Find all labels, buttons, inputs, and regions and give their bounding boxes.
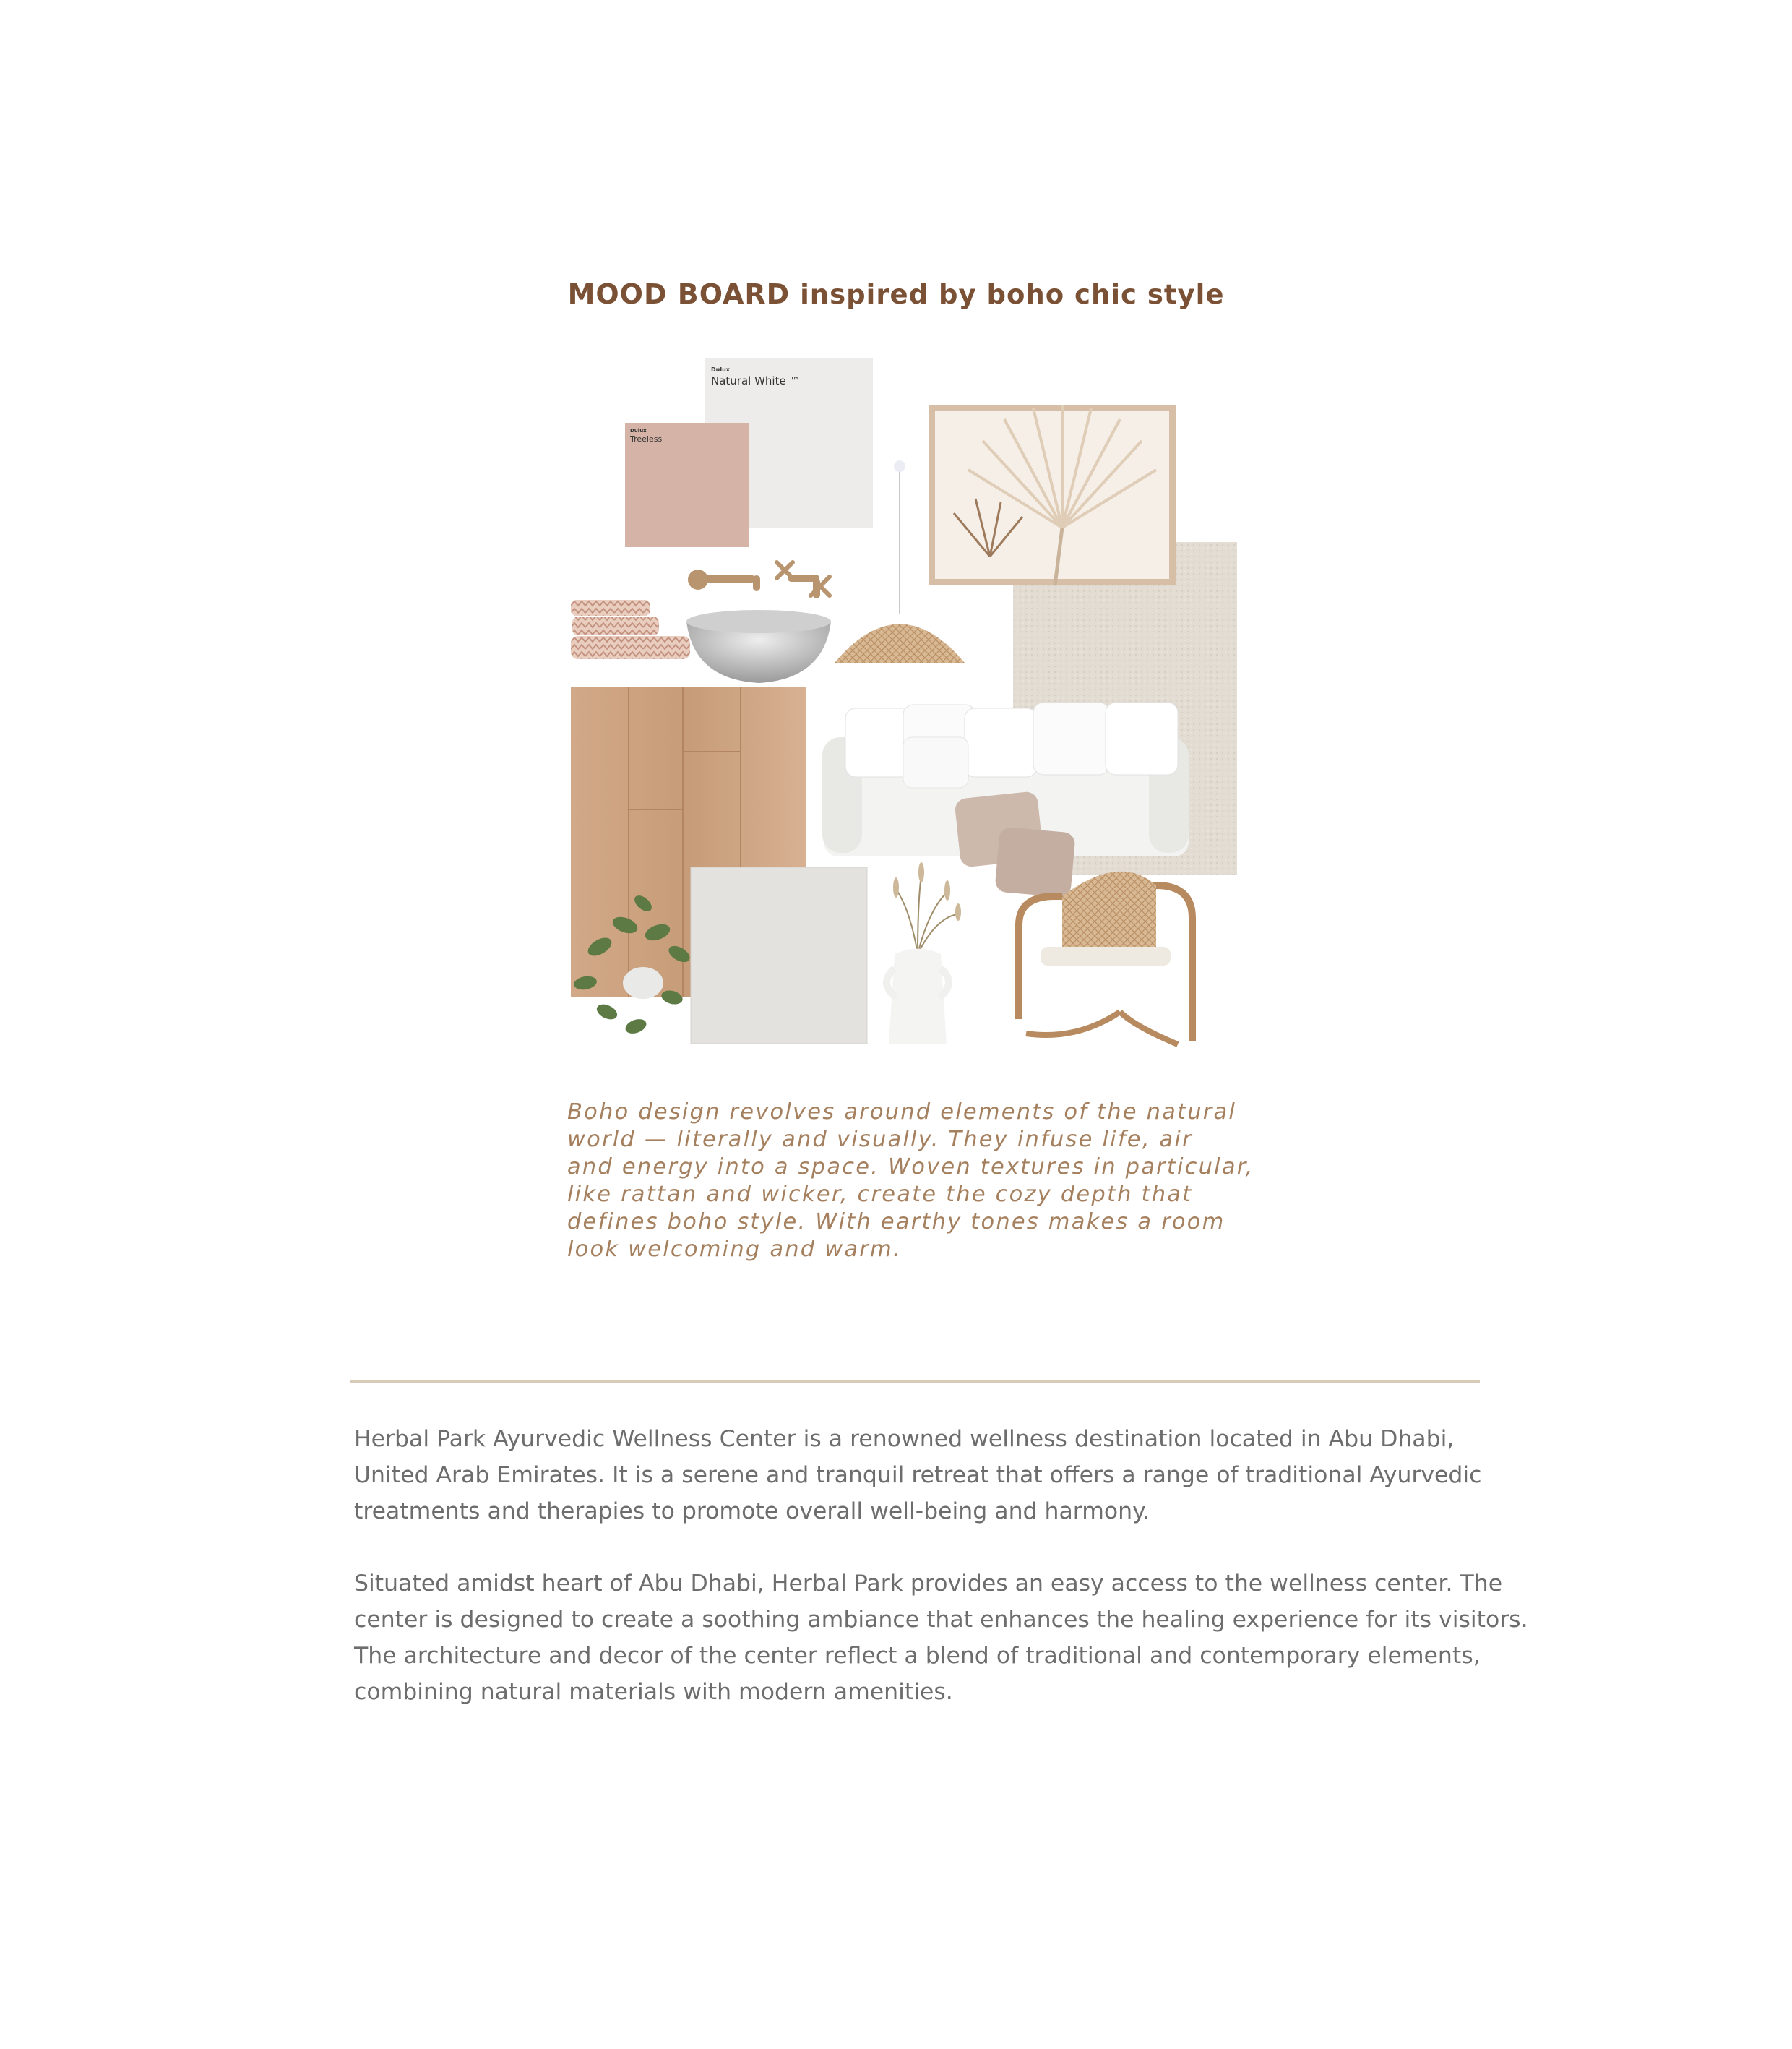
caption-line: defines boho style. With earthy tones makes a room: [567, 1209, 1225, 1234]
mood-board-caption: [567, 1099, 1261, 1263]
swatch-treeless: [625, 423, 749, 547]
title-rest: inspired by boho chic style: [790, 279, 1225, 310]
svg-text:Dulux: Dulux: [711, 366, 730, 373]
paragraph-line: Herbal Park Ayurvedic Wellness Center is a renowned wellness destination located in Abu Dhabi,: [354, 1426, 1455, 1452]
paragraph-line: treatments and therapies to promote overall well-being and harmony.: [354, 1498, 1150, 1524]
stone-basin: [686, 610, 831, 683]
paragraph-line: Situated amidst heart of Abu Dhabi, Herbal Park provides an easy access to the wellness center. The: [354, 1571, 1503, 1597]
framed-palm-print: [929, 405, 1176, 585]
caption-line: like rattan and wicker, create the cozy depth that: [567, 1182, 1193, 1207]
bath-taps: [688, 562, 830, 598]
caption-line: Boho design revolves around elements of the natural: [567, 1099, 1237, 1125]
paragraph-location: [354, 1565, 1539, 1710]
stacked-towels: [571, 600, 690, 659]
title-strong: MOOD BOARD: [567, 278, 791, 310]
caption-line: look welcoming and warm.: [567, 1237, 902, 1262]
page-title: [0, 278, 1792, 310]
paragraph-line: The architecture and decor of the center reflect a blend of traditional and contemporary elements,: [354, 1643, 1481, 1669]
caption-line: world — literally and visually. They infuse life, air: [567, 1127, 1193, 1152]
paragraph-line: combining natural materials with modern amenities.: [354, 1679, 953, 1705]
svg-text:Natural White ™: Natural White ™: [711, 374, 801, 387]
paragraph-line: United Arab Emirates. It is a serene and tranquil retreat that offers a range of traditional Ayurvedic: [354, 1462, 1482, 1488]
section-divider: [350, 1380, 1480, 1383]
rattan-armchair: [1019, 872, 1192, 1044]
paragraph-line: center is designed to create a soothing ambiance that enhances the healing experience for its visitors.: [354, 1607, 1528, 1633]
white-vase-with-grass: [887, 862, 961, 1044]
mood-board-collage: [556, 347, 1250, 1055]
svg-text:Treeless: Treeless: [630, 434, 663, 444]
paragraph-intro: [354, 1421, 1539, 1529]
svg-text:Dulux: Dulux: [630, 428, 647, 434]
caption-line: and energy into a space. Woven textures in particular,: [567, 1154, 1254, 1180]
concrete-tile: [691, 867, 867, 1044]
